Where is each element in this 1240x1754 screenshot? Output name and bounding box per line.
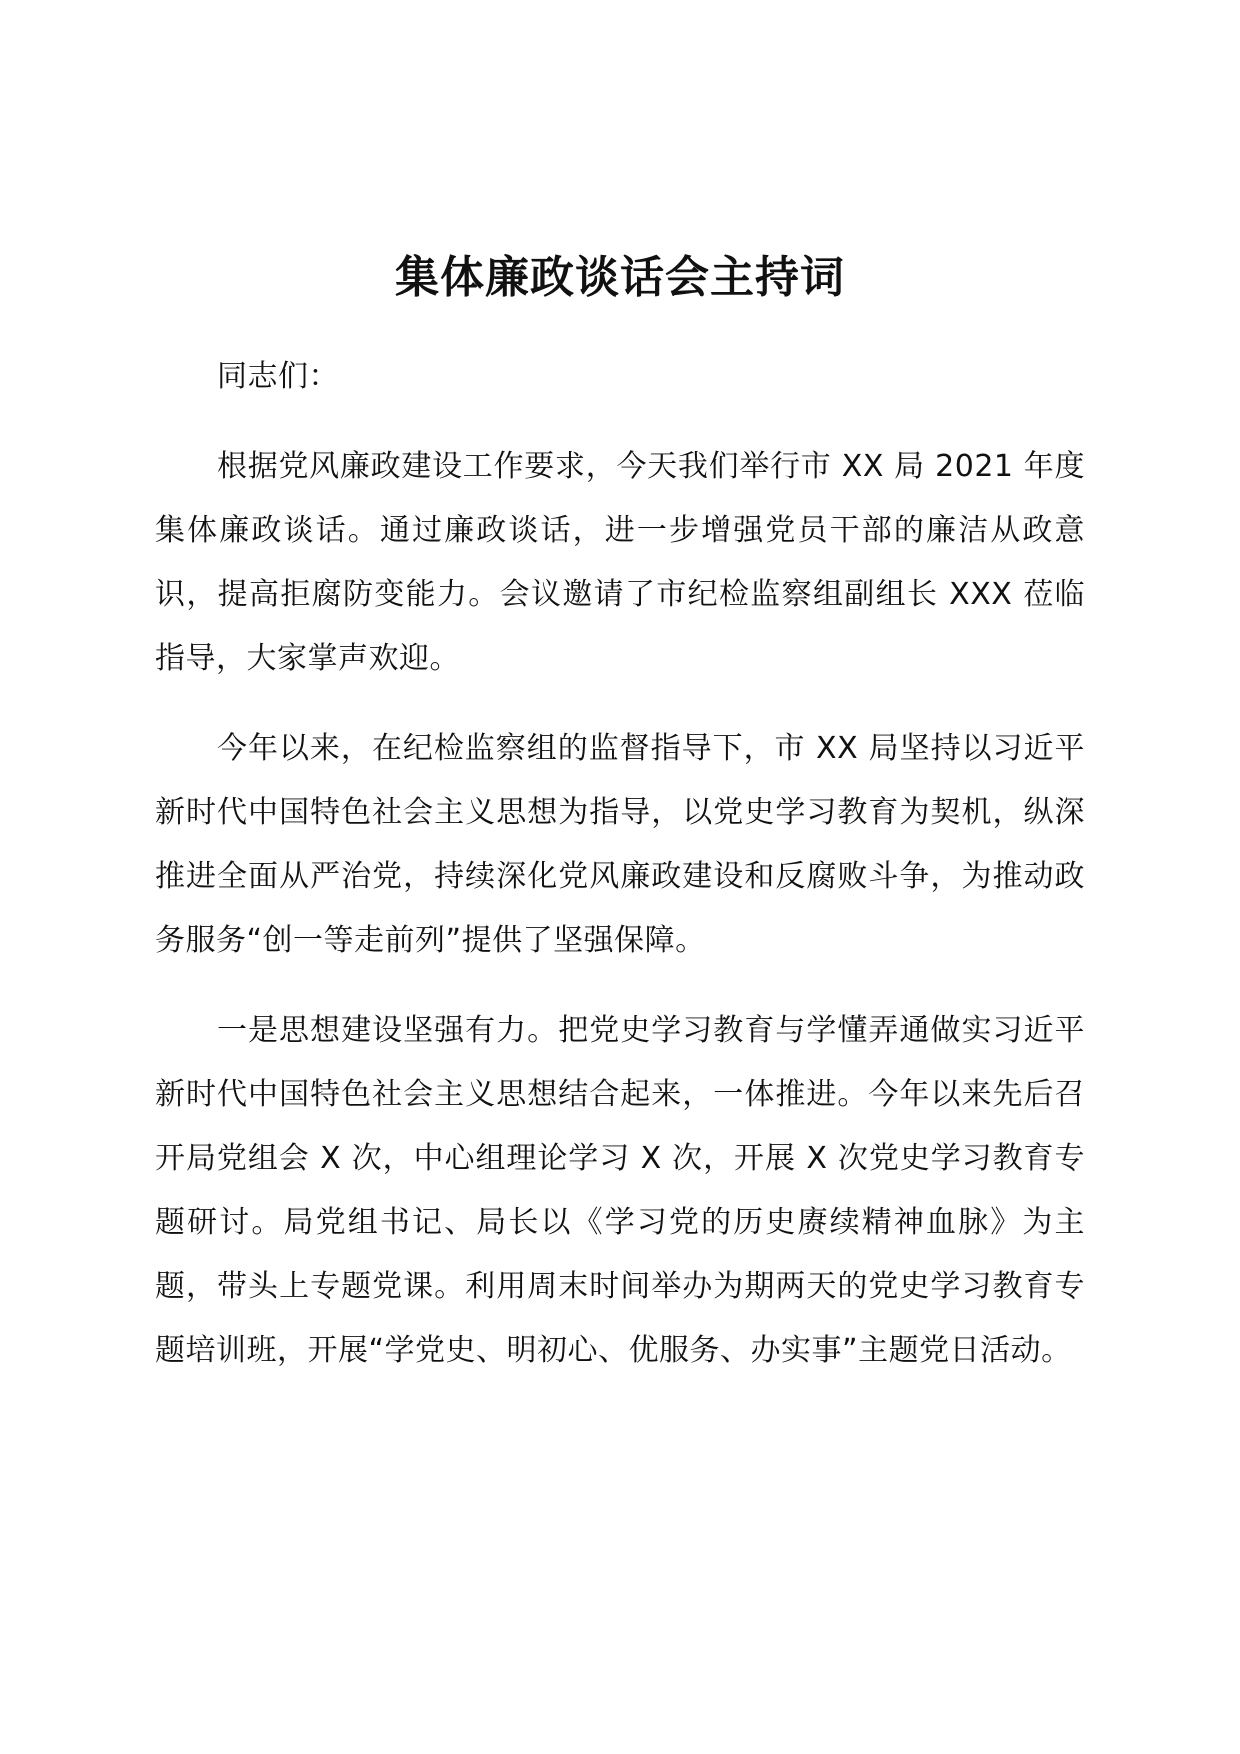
paragraph-3: 一是思想建设坚强有力。把党史学习教育与学懂弄通做实习近平新时代中国特色社会主义思想结合起来，一体推进。今年以来先后召开局党组会 X 次，中心组理论学习 X 次，开展 X 次党史学习教育专题研讨。局党组书记、局长以《学习党的历史赓续精神血脉》为主题，带头上专题党课。利用周末时间举办为期两天的党史学习教育专题培训班，开展“学党史、明初心、优服务、办实事”主题党日活动。 — [155, 1013, 1085, 1368]
document-title: 集体廉政谈话会主持词 — [395, 252, 845, 303]
paragraph-1: 根据党风廉政建设工作要求，今天我们举行市 XX 局 2021 年度集体廉政谈话。通过廉政谈话，进一步增强党员干部的廉洁从政意识，提高拒腐防变能力。会议邀请了市纪检监察组副组长 XXX 莅临指导，大家掌声欢迎。 — [155, 449, 1085, 676]
paragraph-2: 今年以来，在纪检监察组的监督指导下，市 XX 局坚持以习近平新时代中国特色社会主义思想为指导，以党史学习教育为契机，纵深推进全面从严治党，持续深化党风廉政建设和反腐败斗争，为推动政务服务“创一等走前列”提供了坚强保障。 — [155, 731, 1085, 958]
salutation: 同志们： — [217, 359, 339, 394]
document-body — [155, 345, 1085, 1409]
